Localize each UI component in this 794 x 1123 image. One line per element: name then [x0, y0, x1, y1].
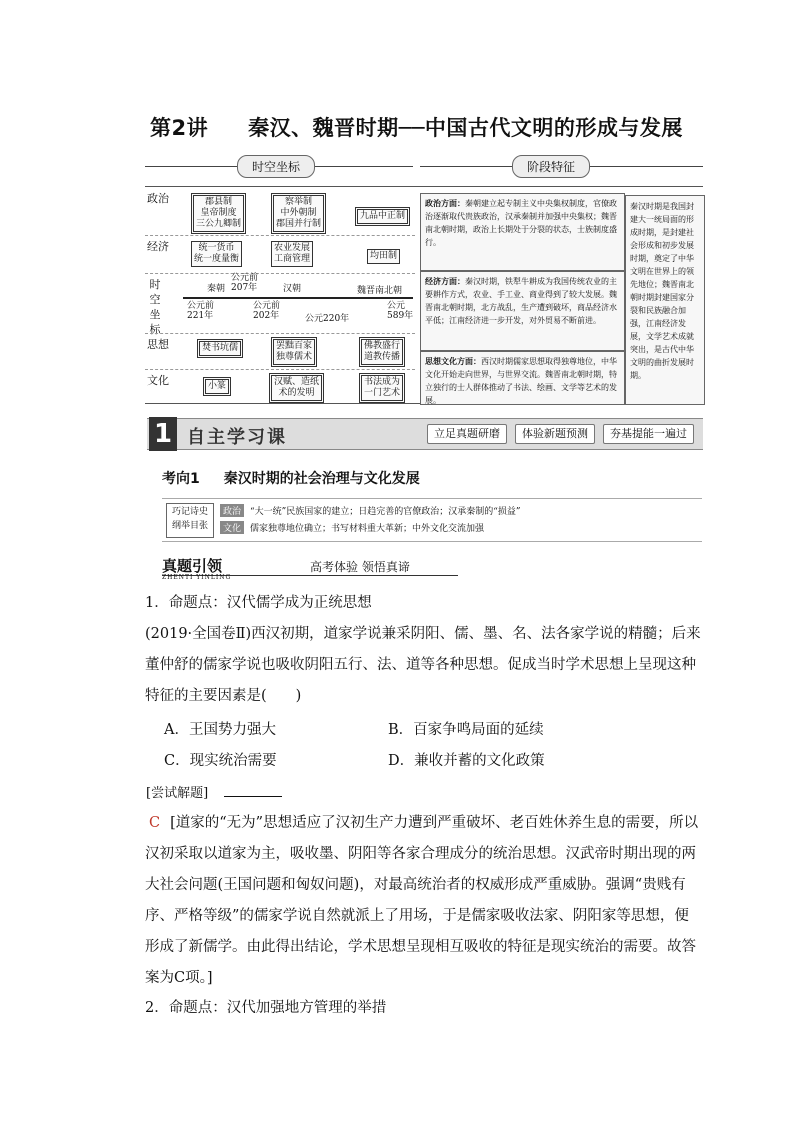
q1-answer: C	[149, 815, 161, 831]
q1-try	[146, 782, 282, 801]
memory-text-politics: “大一统”民族国家的建立；日趋完善的官僚政治；汉承秦制的“损益”	[250, 507, 521, 517]
memory-key-politics: 政治	[220, 504, 244, 517]
feature-economy-text: 秦汉时期，铁犁牛耕成为我国传统农业的主要耕作方式，农业、手工业、商业得到了较大发展。魏晋南北朝时期，北方战乱，生产遭到破坏，商品经济水平低；江南经济进一步开发，对外贸易不断前进。	[425, 277, 617, 325]
page-title	[150, 112, 683, 142]
feature-culture	[420, 351, 625, 405]
timeline-date-221bc: 公元前 221年	[187, 301, 215, 321]
stage-summary: 秦汉时期是我国封建大一统局面的形成时期，是封建社会形成和初步发展时期，奠定了中华文明在世界上的领先地位；魏晋南北朝时期封建国家分裂和民族融合加强，江南经济发展，文学艺术成就突出，是古代中华文明的曲折发展时期。	[625, 195, 705, 405]
timeline-axis	[183, 297, 413, 299]
q1-option-a: A．王国势力强大	[164, 722, 276, 738]
timeline-qin: 秦朝	[207, 284, 226, 294]
overview-grid	[145, 186, 703, 404]
q1-option-d: D．兼收并蓄的文化政策	[388, 753, 545, 769]
q1-heading: 1．命题点：汉代儒学成为正统思想	[145, 595, 372, 611]
timeline-date-207bc: 公元前 207年	[231, 273, 259, 293]
divider	[145, 235, 415, 236]
feature-economy-key: 经济方面：	[425, 276, 465, 286]
section-title: 自主学习课	[187, 427, 287, 448]
box-wj-thought: 佛教盛行 道教传播	[359, 337, 405, 367]
section-banner	[147, 418, 703, 450]
memory-label: 巧记诗史 纲举目张	[166, 503, 214, 538]
topic-number: 考向1	[162, 471, 200, 487]
box-qin-politics: 郡县制 皇帝制度 三公九卿制	[191, 193, 246, 234]
topic-heading	[162, 468, 420, 488]
topic-title: 秦汉时期的社会治理与文化发展	[223, 471, 420, 487]
box-han-culture: 汉赋、造纸 术的发明	[269, 373, 324, 403]
features-header	[420, 160, 703, 185]
real-exam-pinyin: ZHENTI YINLING	[162, 574, 232, 581]
timeline-date-202bc: 公元前 202年	[253, 301, 281, 321]
box-wj-economy: 均田制	[367, 249, 400, 264]
q1-option-b: B．百家争鸣局面的延续	[388, 722, 544, 738]
timeline-han: 汉朝	[283, 284, 302, 294]
lesson-number: 第2讲	[150, 116, 209, 140]
study-real-exam-button[interactable]: 立足真题研磨	[427, 424, 507, 444]
box-han-economy: 农业发展 工商管理	[271, 241, 313, 267]
divider	[145, 273, 415, 274]
memory-key-culture: 文化	[220, 521, 244, 534]
memory-row-politics	[220, 504, 520, 517]
new-question-button[interactable]: 体验新题预测	[515, 424, 595, 444]
divider	[145, 333, 415, 334]
box-qin-economy: 统一货币 统一度量衡	[191, 241, 242, 267]
feature-economy	[420, 271, 625, 351]
row-label-timeline: 时空坐标	[149, 278, 161, 336]
feature-culture-key: 思想文化方面：	[425, 356, 481, 366]
real-exam-lead	[162, 557, 458, 581]
row-label-thought: 思想	[147, 338, 169, 351]
q2-heading: 2．命题点：汉代加强地方管理的举措	[145, 1000, 387, 1016]
divider	[145, 369, 415, 370]
q1-stem: (2019·全国卷Ⅱ)西汉初期，道家学说兼采阴阳、儒、墨、名、法各家学说的精髓；后来董仲舒的儒家学说也吸收阴阳五行、法、道等各种思想。促成当时学术思想上呈现这种特征的主要因素是( )	[145, 626, 701, 704]
box-han-politics: 察举制 中外朝制 郡国并行制	[271, 193, 326, 234]
timeline-date-220ad: 公元220年	[305, 314, 350, 324]
tab-stage-features: 阶段特征	[512, 155, 590, 178]
section-number: 1	[149, 417, 177, 451]
box-han-thought: 罢黜百家 独尊儒术	[271, 337, 317, 367]
real-exam-subtitle: 高考体验 领悟真谛	[310, 560, 410, 574]
timeline-wj: 魏晋南北朝	[357, 286, 403, 296]
box-wj-culture: 书法成为 一门艺术	[359, 373, 405, 403]
memory-box	[162, 498, 702, 542]
row-label-politics: 政治	[147, 192, 169, 205]
q1-option-c: C．现实统治需要	[164, 753, 277, 769]
row-label-culture: 文化	[147, 374, 169, 387]
consolidate-button[interactable]: 夯基提能一遍过	[603, 424, 694, 444]
lesson-title: 秦汉、魏晋时期──中国古代文明的形成与发展	[248, 116, 683, 140]
q1-explanation-block	[145, 808, 701, 994]
timeline-header	[145, 160, 413, 185]
box-wj-politics: 九品中正制	[355, 207, 410, 226]
memory-text-culture: 儒家独尊地位确立；书写材料重大革新；中外文化交流加强	[250, 524, 485, 534]
q1-explanation: [道家的“无为”思想适应了汉初生产力遭到严重破坏、老百姓休养生息的需要，所以汉初采取以道家为主，吸收墨、阴阳等各家合理成分的统治思想。汉武帝时期出现的两大社会问题(王国问题和匈奴问题)，对最高统治者的权威形成严重威胁。强调“贵贱有序、严格等级”的儒家学说自然就派上了用场，于是儒家吸收法家、阴阳家等思想，便形成了新儒学。由此得出结论，学术思想呈现相互吸收的特征是现实统治的需要。故答案为C项。]	[145, 815, 699, 986]
feature-politics	[420, 193, 625, 271]
memory-row-culture	[220, 521, 484, 534]
feature-politics-key: 政治方面：	[425, 198, 465, 208]
real-exam-heading: 真题引领	[162, 557, 223, 575]
tab-time-coordinates: 时空坐标	[237, 155, 315, 178]
timeline-date-589ad: 公元 589年	[387, 301, 414, 321]
feature-culture-text: 西汉时期儒家思想取得独尊地位，中华文化开始走向世界，与世界交流。魏晋南北朝时期，特立独行的士人群体推动了书法、绘画、文学等艺术的发展。	[425, 357, 617, 405]
box-qin-culture: 小篆	[203, 377, 231, 396]
q1-try-label: [尝试解题]	[146, 786, 209, 801]
feature-politics-text: 秦朝建立起专制主义中央集权制度，官僚政治逐渐取代贵族政治，汉承秦制并加强中央集权；魏晋南北朝时期，政治上长期处于分裂的状态，士族制度盛行。	[425, 199, 617, 247]
box-qin-thought: 焚书坑儒	[197, 339, 243, 358]
row-label-economy: 经济	[147, 240, 169, 253]
q1-answer-blank[interactable]	[224, 784, 282, 797]
